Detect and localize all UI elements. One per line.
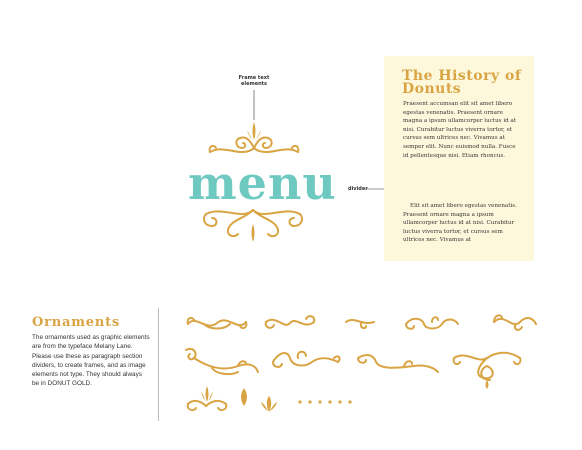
frame-top-ornament: [206, 118, 302, 158]
ornament-swirl-4: [490, 310, 540, 334]
section-divider-line: [158, 308, 159, 421]
ornament-heart-swirl: [268, 346, 344, 374]
frame-bottom-ornament: [200, 204, 306, 246]
history-title: The History of Donuts: [402, 68, 522, 97]
ornament-dot-row: [296, 398, 356, 406]
ornament-knot: [450, 348, 524, 390]
ornament-leaf-pair: [258, 394, 280, 414]
history-paragraph-1: Praesent accumsan elit sit amet libero egestas venenatis. Praesent ornare magna a ipsum ullamcorper luctus id at nisi. Curabitur luctus viverra tortor, et cursus sem ultrices nec. Vivamus at semper elit. Nunc euismod nulla. Fusce id pellentesque nisi. Etiam rhoncus.: [403, 101, 517, 159]
ornament-swirl-2: [262, 312, 318, 334]
ornament-long-swash: [354, 348, 442, 376]
ornaments-description: The ornaments used as graphic elements are from the typeface Melany Lane. Please use these as paragraph section dividers, to create frames, and as image elements not type. They should always be in DONUT GOLD.: [32, 334, 150, 388]
ornament-swirl-1: [184, 312, 250, 334]
ornament-fleuron-swirl: [184, 382, 230, 414]
ornament-large-flourish: [182, 344, 262, 380]
ornament-small-curl: [342, 314, 378, 332]
divider-callout: divider: [348, 186, 368, 192]
ornament-swirl-3: [402, 312, 462, 334]
frame-text-callout: Frame text elements: [238, 75, 270, 87]
menu-heading: menu: [188, 156, 337, 210]
ornaments-title: Ornaments: [32, 315, 121, 330]
ornament-bud: [236, 386, 252, 408]
history-paragraph-2: Elit sit amet libero egestas venenatis. Praesent ornare magna a ipsum ullamcorper luctus id at nisi. Curabitur luctus viverra tortor, et cursus sem ultrices nec. Vivamus at: [403, 203, 517, 244]
